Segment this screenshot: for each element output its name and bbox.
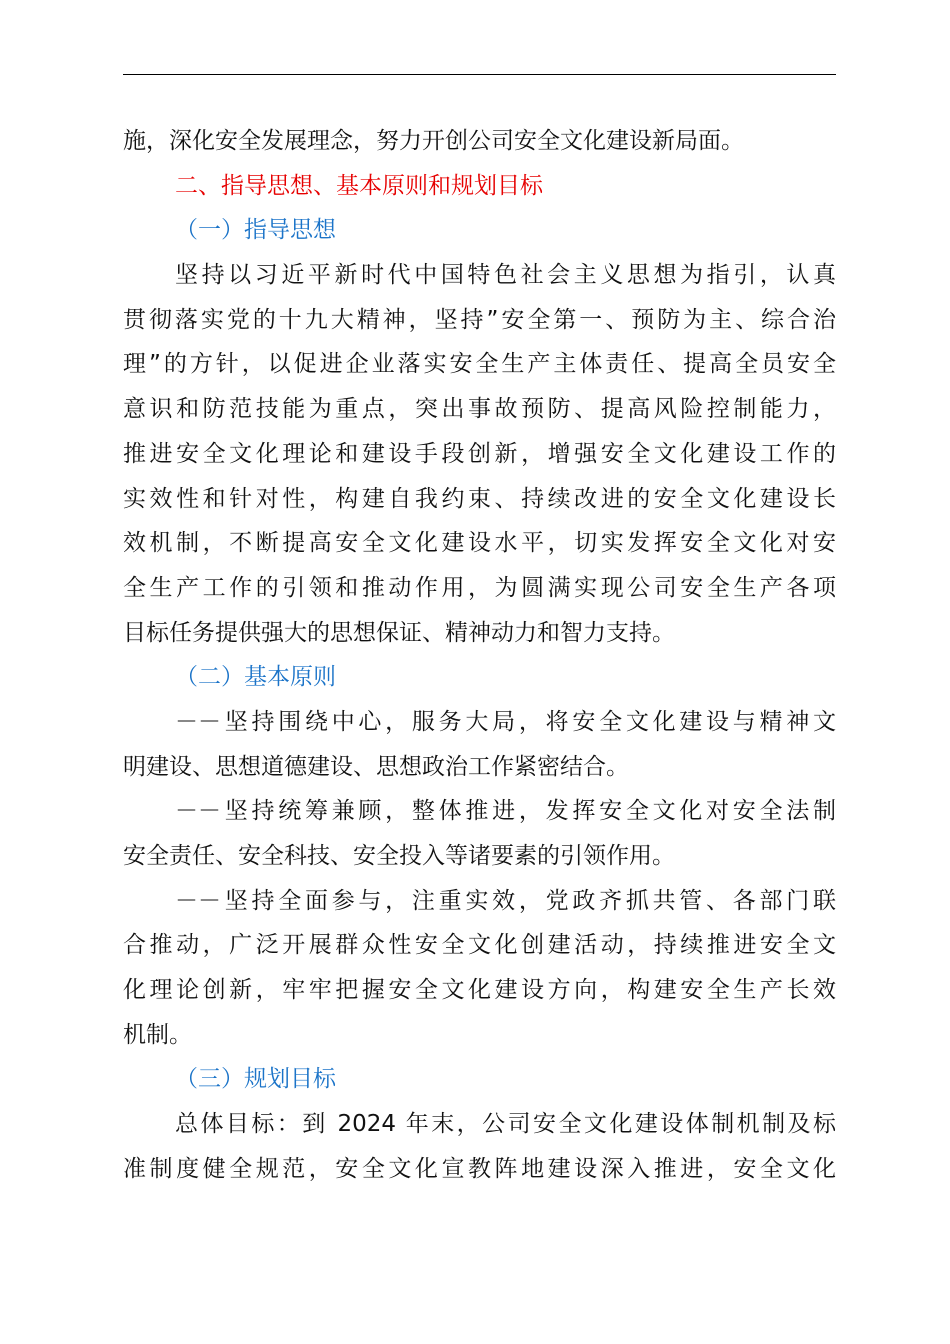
paragraph-line: 目标任务提供强大的思想保证、精神动力和智力支持。 (123, 619, 675, 646)
paragraph-line: 实效性和针对性，构建自我约束、持续改进的安全文化建设长 (123, 485, 836, 512)
document-body (123, 119, 836, 1192)
paragraph-line: 总体目标：到 2024 年末，公司安全文化建设体制机制及标 (175, 1111, 836, 1138)
principle-line: －－坚持围绕中心，服务大局，将安全文化建设与精神文 (175, 708, 836, 735)
principle-line: －－坚持统筹兼顾，整体推进，发挥安全文化对安全法制 (175, 798, 836, 825)
principle-line: 明建设、思想道德建设、思想政治工作紧密结合。 (123, 753, 629, 780)
paragraph-line: 理”的方针，以促进企业落实安全生产主体责任、提高全员安全 (123, 351, 836, 378)
paragraph-line: 意识和防范技能为重点，突出事故预防、提高风险控制能力， (123, 396, 836, 423)
principle-line: 合推动，广泛开展群众性安全文化创建活动，持续推进安全文 (123, 932, 836, 959)
header-rule (123, 74, 836, 75)
paragraph-line: 推进安全文化理论和建设手段创新，增强安全文化建设工作的 (123, 440, 836, 467)
paragraph-line: 准制度健全规范，安全文化宣教阵地建设深入推进，安全文化 (123, 1155, 836, 1182)
subsection-heading-planning-goals: （三）规划目标 (175, 1066, 336, 1093)
paragraph-line: 效机制，不断提高安全文化建设水平，切实发挥安全文化对安 (123, 530, 836, 557)
principle-line: 化理论创新，牢牢把握安全文化建设方向，构建安全生产长效 (123, 977, 836, 1004)
principle-line: －－坚持全面参与，注重实效，党政齐抓共管、各部门联 (175, 887, 836, 914)
principle-line: 机制。 (123, 1021, 192, 1048)
paragraph-line: 坚持以习近平新时代中国特色社会主义思想为指引，认真 (175, 262, 836, 289)
section-heading: 二、指导思想、基本原则和规划目标 (175, 172, 543, 199)
paragraph-line: 施，深化安全发展理念，努力开创公司安全文化建设新局面。 (123, 128, 744, 154)
subsection-heading-basic-principles: （二）基本原则 (175, 664, 336, 691)
paragraph-line: 贯彻落实党的十九大精神，坚持”安全第一、预防为主、综合治 (123, 306, 836, 333)
subsection-heading-guiding-ideology: （一）指导思想 (175, 217, 336, 244)
paragraph-line: 全生产工作的引领和推动作用，为圆满实现公司安全生产各项 (123, 574, 836, 601)
principle-line: 安全责任、安全科技、安全投入等诸要素的引领作用。 (123, 843, 675, 869)
